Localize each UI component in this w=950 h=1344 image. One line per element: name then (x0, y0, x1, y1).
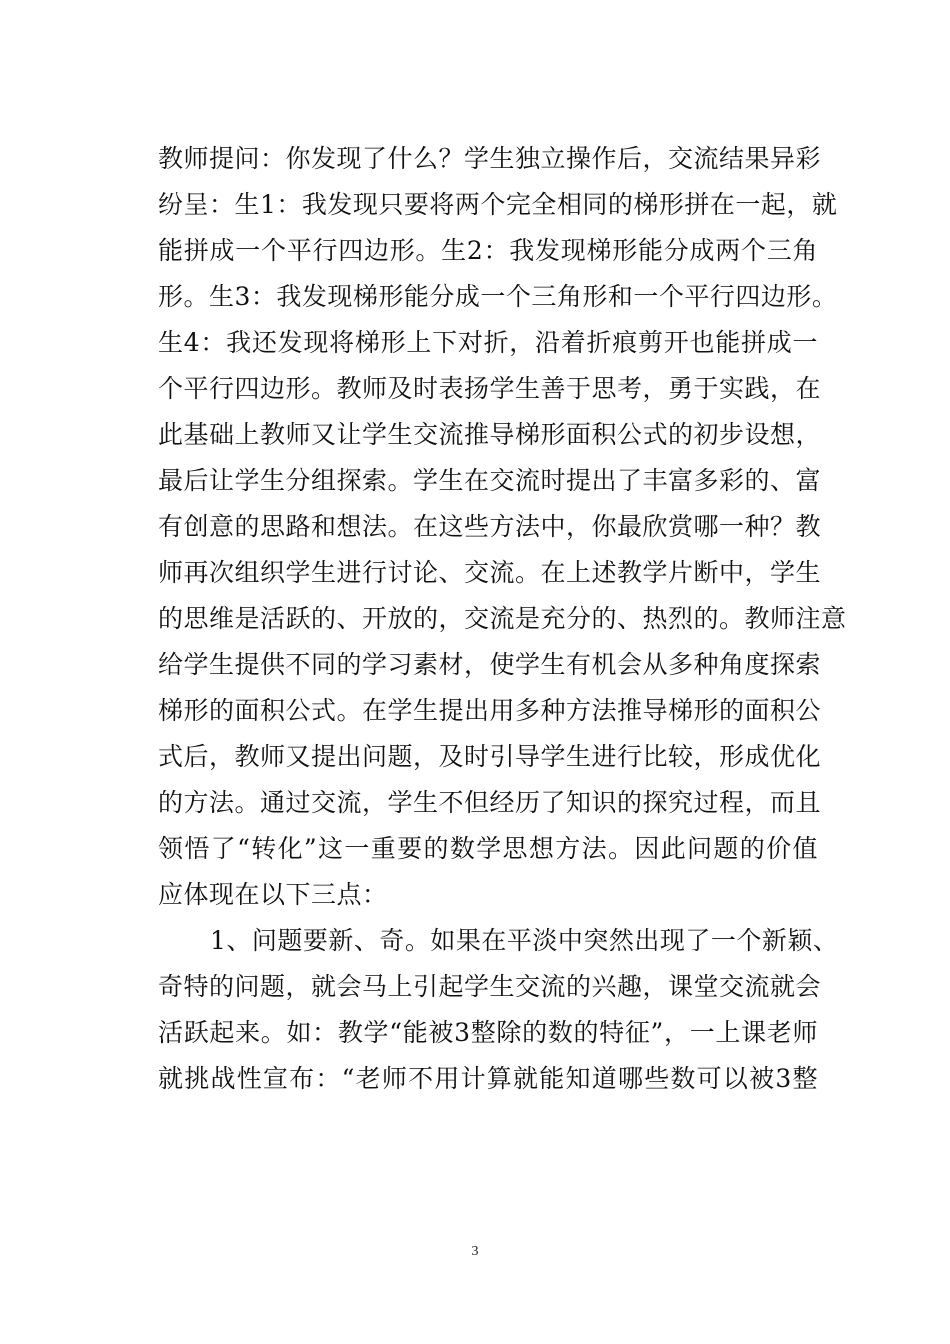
text-line: 纷呈：生1：我发现只要将两个完全相同的梯形拼在一起，就 (158, 190, 838, 219)
text-line: 式后，教师又提出问题，及时引导学生进行比较，形成优化 (158, 742, 822, 771)
text-line: 活跃起来。如：教学“能被3整除的数的特征”，一上课老师 (158, 1018, 818, 1047)
text-line: 领悟了“转化”这一重要的数学思想方法。因此问题的价值 (158, 834, 818, 863)
text-line: 梯形的面积公式。在学生提出用多种方法推导梯形的面积公 (158, 696, 822, 725)
text-line: 师再次组织学生进行讨论、交流。在上述教学片断中，学生 (158, 558, 822, 587)
text-line: 教师提问：你发现了什么？学生独立操作后，交流结果异彩 (158, 144, 822, 173)
paragraph-1 (158, 136, 847, 918)
text-line: 最后让学生分组探索。学生在交流时提出了丰富多彩的、富 (158, 466, 822, 495)
text-line: 形。生3：我发现梯形能分成一个三角形和一个平行四边形。 (158, 282, 838, 311)
text-line: 应体现在以下三点： (158, 880, 388, 909)
text-line: 就挑战性宣布：“老师不用计算就能知道哪些数可以被3整 (158, 1064, 818, 1093)
text-line: 1、问题要新、奇。如果在平淡中突然出现了一个新颖、 (210, 926, 839, 955)
body-text (158, 136, 847, 1102)
text-line: 生4：我还发现将梯形上下对折，沿着折痕剪开也能拼成一 (158, 328, 818, 357)
text-line: 此基础上教师又让学生交流推导梯形面积公式的初步设想， (158, 420, 822, 449)
text-line: 给学生提供不同的学习素材，使学生有机会从多种角度探索 (158, 650, 822, 679)
text-line: 奇特的问题，就会马上引起学生交流的兴趣，课堂交流就会 (158, 972, 822, 1001)
text-line: 的思维是活跃的、开放的，交流是充分的、热烈的。教师注意 (158, 604, 847, 633)
text-line: 有创意的思路和想法。在这些方法中，你最欣赏哪一种？教 (158, 512, 822, 541)
text-line: 的方法。通过交流，学生不但经历了知识的探究过程，而且 (158, 788, 822, 817)
page-number: 3 (471, 1244, 479, 1259)
paragraph-2 (158, 918, 839, 1102)
text-line: 能拼成一个平行四边形。生2：我发现梯形能分成两个三角 (158, 236, 818, 265)
text-line: 个平行四边形。教师及时表扬学生善于思考，勇于实践，在 (158, 374, 822, 403)
